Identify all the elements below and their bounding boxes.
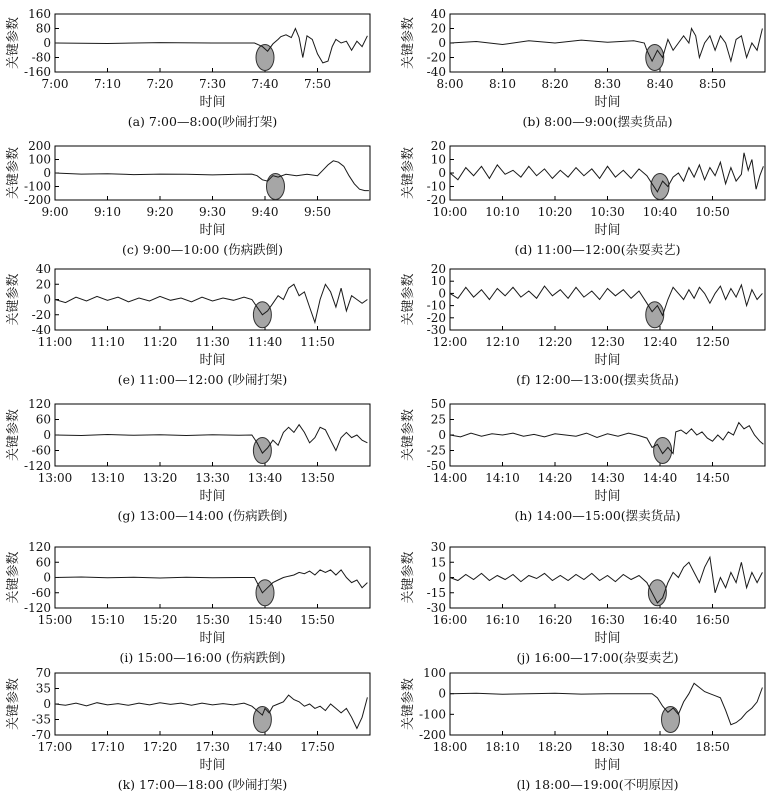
y-tick-label: 80: [35, 21, 51, 36]
x-tick-label: 18:10: [485, 740, 520, 754]
y-tick-label: 20: [430, 139, 446, 153]
x-tick-label: 10:40: [642, 205, 678, 219]
event-marker: [253, 707, 271, 733]
x-axis-label: 时间: [199, 489, 226, 504]
panel-k: [5, 666, 370, 792]
x-tick-label: 13:50: [300, 471, 335, 485]
panel-caption: (k) 17:00—18:00 (吵闹打架): [117, 777, 288, 792]
y-tick-label: 100: [28, 152, 51, 167]
x-tick-label: 12:50: [695, 335, 730, 349]
y-tick-label: 120: [28, 397, 51, 411]
y-tick-label: 10: [430, 274, 446, 289]
y-axis-label: 关键参数: [401, 16, 416, 70]
y-axis-label: 关键参数: [401, 273, 416, 326]
y-tick-label: -60: [31, 585, 51, 600]
y-tick-label: -120: [24, 459, 51, 473]
x-tick-label: 12:00: [432, 335, 468, 349]
y-tick-label: 60: [35, 555, 51, 570]
x-tick-label: 7:00: [41, 77, 69, 91]
x-tick-label: 11:20: [142, 335, 178, 349]
panel-b: [400, 7, 765, 129]
y-tick-label: 40: [430, 7, 446, 21]
event-marker: [654, 438, 672, 464]
x-tick-label: 9:10: [94, 205, 121, 219]
panel-f: [400, 262, 765, 387]
x-tick-label: 10:50: [695, 205, 730, 219]
x-tick-label: 11:40: [247, 335, 283, 349]
y-tick-label: 0: [438, 686, 446, 701]
x-tick-label: 18:40: [642, 740, 678, 754]
y-tick-label: -120: [24, 601, 51, 615]
series-line: [55, 570, 367, 593]
series-line: [450, 285, 762, 316]
y-tick-label: -15: [426, 585, 446, 600]
x-tick-label: 7:50: [304, 77, 331, 91]
y-tick-label: -20: [426, 310, 446, 325]
y-tick-label: 20: [35, 277, 51, 292]
x-tick-label: 17:10: [90, 740, 125, 754]
x-tick-label: 11:30: [195, 335, 230, 349]
panel-caption: (f) 12:00—13:00(摆卖货品): [516, 372, 679, 387]
y-tick-label: 0: [438, 428, 446, 442]
panel-caption: (a) 7:00—8:00(吵闹打架): [127, 114, 278, 129]
y-tick-label: 70: [35, 666, 51, 680]
x-tick-label: 16:30: [590, 613, 625, 627]
y-tick-label: 0: [43, 697, 51, 711]
y-tick-label: -40: [426, 65, 446, 79]
x-tick-label: 16:50: [695, 613, 730, 627]
x-tick-label: 12:30: [590, 335, 625, 349]
panel-caption: (i) 15:00—16:00 (伤病跌倒): [119, 650, 286, 665]
x-axis-label: 时间: [199, 631, 226, 646]
x-tick-label: 18:30: [590, 740, 625, 754]
y-tick-label: 200: [28, 139, 51, 153]
y-tick-label: -60: [31, 443, 51, 458]
panel-e: [5, 262, 370, 387]
x-axis-label: 时间: [594, 95, 621, 110]
x-tick-label: 17:20: [142, 740, 178, 754]
series-line: [55, 695, 367, 728]
x-tick-label: 8:30: [594, 77, 621, 91]
y-tick-label: -100: [419, 707, 446, 722]
y-tick-label: -80: [31, 50, 51, 65]
x-tick-label: 13:00: [37, 471, 73, 485]
x-axis-label: 时间: [199, 95, 226, 110]
series-line: [55, 425, 367, 453]
y-tick-label: 160: [28, 7, 51, 21]
event-marker: [646, 45, 664, 71]
x-tick-label: 7:10: [94, 77, 121, 91]
y-axis-label: 关键参数: [6, 551, 21, 604]
y-tick-label: 0: [43, 292, 51, 307]
series-line: [450, 557, 762, 603]
x-tick-label: 9:50: [304, 205, 331, 219]
panel-g: [5, 397, 370, 523]
x-tick-label: 11:10: [90, 335, 125, 349]
x-tick-label: 7:20: [146, 77, 174, 91]
y-tick-label: -20: [426, 50, 446, 65]
plot-frame: [55, 269, 370, 330]
x-tick-label: 17:30: [195, 740, 230, 754]
y-axis-label: 关键参数: [6, 408, 21, 462]
series-line: [55, 284, 367, 322]
x-tick-label: 14:30: [590, 471, 625, 485]
x-tick-label: 13:10: [90, 471, 125, 485]
y-tick-label: -10: [426, 298, 446, 313]
panel-caption: (c) 9:00—10:00 (伤病跌倒): [121, 242, 284, 257]
y-tick-label: 15: [430, 555, 446, 570]
x-tick-label: 14:10: [485, 471, 520, 485]
x-tick-label: 9:30: [199, 205, 226, 219]
series-line: [55, 161, 369, 191]
x-tick-label: 13:30: [195, 471, 230, 485]
y-axis-label: 关键参数: [6, 146, 21, 200]
y-tick-label: 0: [438, 36, 446, 50]
x-axis-label: 时间: [594, 631, 621, 646]
plot-frame: [450, 673, 765, 735]
x-tick-label: 16:10: [485, 613, 520, 627]
x-axis-label: 时间: [594, 223, 621, 238]
y-tick-label: 20: [430, 262, 446, 276]
y-tick-label: 120: [28, 540, 51, 554]
y-tick-label: 50: [430, 397, 446, 411]
y-tick-label: -10: [426, 179, 446, 194]
x-tick-label: 7:30: [199, 77, 226, 91]
panel-c: [5, 139, 370, 257]
x-tick-label: 18:50: [695, 740, 730, 754]
plot-frame: [450, 146, 765, 200]
y-tick-label: -30: [426, 323, 446, 337]
x-tick-label: 8:40: [646, 77, 674, 91]
x-tick-label: 14:20: [537, 471, 573, 485]
x-tick-label: 14:40: [642, 471, 678, 485]
x-tick-label: 15:00: [37, 613, 73, 627]
series-line: [450, 683, 762, 724]
x-tick-label: 18:20: [537, 740, 573, 754]
y-tick-label: 40: [35, 262, 51, 276]
x-tick-label: 10:10: [485, 205, 520, 219]
x-tick-label: 8:10: [489, 77, 516, 91]
y-axis-label: 关键参数: [6, 16, 21, 70]
series-line: [450, 29, 762, 62]
panel-j: [400, 540, 765, 665]
y-tick-label: -25: [426, 443, 446, 458]
panel-h: [400, 397, 765, 523]
x-tick-label: 7:40: [251, 77, 279, 91]
y-axis-label: 关键参数: [6, 273, 21, 326]
x-tick-label: 12:20: [537, 335, 573, 349]
y-tick-label: 60: [35, 412, 51, 427]
y-tick-label: -35: [31, 712, 51, 727]
x-tick-label: 9:40: [251, 205, 279, 219]
x-tick-label: 15:40: [247, 613, 283, 627]
y-tick-label: -200: [24, 193, 51, 207]
x-tick-label: 13:20: [142, 471, 178, 485]
y-axis-label: 关键参数: [6, 677, 21, 731]
x-tick-label: 17:00: [37, 740, 73, 754]
y-tick-label: -40: [31, 323, 51, 337]
panel-l: [400, 666, 765, 792]
x-tick-label: 13:40: [247, 471, 283, 485]
x-tick-label: 16:40: [642, 613, 678, 627]
x-tick-label: 16:00: [432, 613, 468, 627]
x-tick-label: 15:20: [142, 613, 178, 627]
x-axis-label: 时间: [594, 758, 621, 773]
y-tick-label: 0: [438, 166, 446, 180]
y-tick-label: 0: [43, 36, 51, 50]
panel-caption: (h) 14:00—15:00(摆卖货品): [514, 508, 681, 523]
x-tick-label: 12:40: [642, 335, 678, 349]
y-tick-label: -20: [31, 307, 51, 322]
x-tick-label: 16:20: [537, 613, 573, 627]
event-marker: [267, 174, 285, 200]
x-tick-label: 9:00: [41, 205, 69, 219]
x-tick-label: 15:30: [195, 613, 230, 627]
x-tick-label: 15:50: [300, 613, 335, 627]
y-tick-label: 0: [438, 286, 446, 301]
x-tick-label: 14:50: [695, 471, 730, 485]
y-tick-label: 100: [423, 666, 446, 680]
series-line: [55, 29, 367, 63]
panel-a: [5, 7, 370, 129]
y-axis-label: 关键参数: [401, 408, 416, 462]
y-tick-label: 20: [430, 21, 446, 36]
y-tick-label: 0: [43, 570, 51, 585]
y-tick-label: 10: [430, 152, 446, 167]
y-tick-label: 0: [438, 570, 446, 585]
x-tick-label: 12:10: [485, 335, 520, 349]
panel-caption: (l) 18:00—19:00(不明原因): [516, 777, 679, 792]
panel-caption: (d) 11:00—12:00(杂耍卖艺): [514, 242, 681, 257]
x-tick-label: 11:00: [37, 335, 73, 349]
y-tick-label: -50: [426, 459, 446, 473]
x-tick-label: 8:20: [541, 77, 569, 91]
y-tick-label: -30: [426, 601, 446, 615]
y-axis-label: 关键参数: [401, 551, 416, 604]
x-tick-label: 10:00: [432, 205, 468, 219]
panel-caption: (e) 11:00—12:00 (吵闹打架): [117, 372, 288, 387]
y-axis-label: 关键参数: [401, 146, 416, 200]
x-tick-label: 9:20: [146, 205, 174, 219]
y-tick-label: -20: [426, 193, 446, 207]
x-tick-label: 10:20: [537, 205, 573, 219]
y-tick-label: -200: [419, 728, 446, 742]
series-line: [450, 423, 763, 454]
y-tick-label: -70: [31, 728, 51, 742]
panel-i: [5, 540, 370, 665]
x-axis-label: 时间: [199, 758, 226, 773]
y-tick-label: 0: [43, 166, 51, 180]
plot-frame: [450, 269, 765, 330]
x-tick-label: 10:30: [590, 205, 625, 219]
x-tick-label: 17:40: [247, 740, 283, 754]
y-tick-label: 35: [35, 681, 51, 696]
x-tick-label: 11:50: [300, 335, 335, 349]
panel-caption: (b) 8:00—9:00(摆卖货品): [522, 114, 673, 129]
panel-d: [400, 139, 765, 257]
y-tick-label: -160: [24, 65, 51, 79]
x-axis-label: 时间: [199, 353, 226, 368]
x-tick-label: 15:10: [90, 613, 125, 627]
x-tick-label: 8:50: [699, 77, 726, 91]
x-axis-label: 时间: [594, 353, 621, 368]
x-axis-label: 时间: [594, 489, 621, 504]
x-axis-label: 时间: [199, 223, 226, 238]
x-tick-label: 17:50: [300, 740, 335, 754]
y-tick-label: 0: [43, 428, 51, 442]
y-tick-label: -100: [24, 179, 51, 194]
series-line: [450, 153, 763, 192]
plot-frame: [450, 547, 765, 608]
x-tick-label: 18:00: [432, 740, 468, 754]
panel-caption: (j) 16:00—17:00(杂耍卖艺): [516, 650, 679, 665]
plot-frame: [55, 146, 370, 200]
y-axis-label: 关键参数: [401, 677, 416, 731]
y-tick-label: 25: [430, 412, 446, 427]
x-tick-label: 8:00: [436, 77, 464, 91]
panel-caption: (g) 13:00—14:00 (伤病跌倒): [117, 508, 288, 523]
y-tick-label: 30: [430, 540, 446, 554]
x-tick-label: 14:00: [432, 471, 468, 485]
